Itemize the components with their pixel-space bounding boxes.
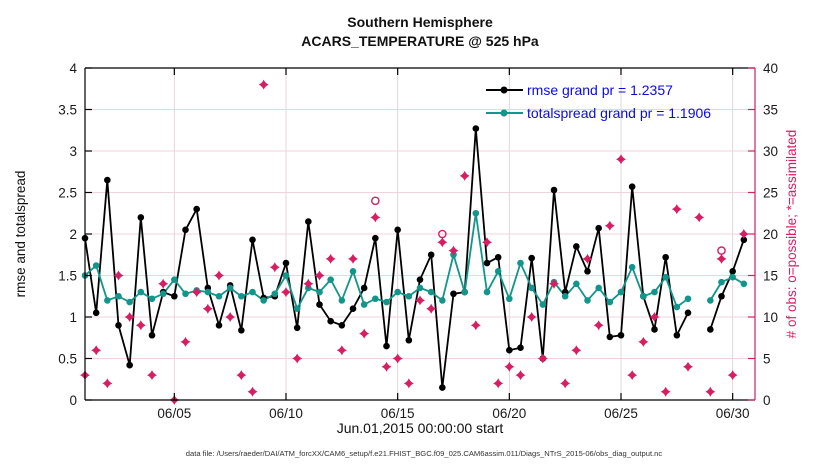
bottom-tick-label: 06/30 <box>715 406 750 421</box>
rmse-marker <box>138 214 145 221</box>
totalspread-marker <box>629 264 636 271</box>
totalspread-marker <box>394 289 401 296</box>
totalspread-marker <box>584 297 591 304</box>
totalspread-marker <box>104 297 111 304</box>
data-file-path: data file: /Users/raeder/DAI/ATM_forcXX/CAM6_setup/f.e21.FHIST_BGC.f09_025.CAM6assim.011/Diags_NTrS_2015-06/obs_diag_output.nc <box>185 449 663 458</box>
totalspread-marker <box>406 293 413 300</box>
totalspread-marker <box>249 289 256 296</box>
left-tick-label: 0.5 <box>58 351 77 367</box>
series-layer <box>80 80 749 405</box>
n-assimilated-marker <box>705 387 715 397</box>
rmse-marker <box>305 218 312 225</box>
rmse-marker <box>294 324 301 331</box>
n-assimilated-marker <box>471 320 481 330</box>
totalspread-marker <box>651 289 658 296</box>
totalspread-marker <box>484 289 491 296</box>
n-assimilated-marker <box>538 354 548 364</box>
left-tick-label: 0 <box>69 393 77 408</box>
rmse-marker <box>517 344 524 351</box>
totalspread-marker <box>741 281 748 288</box>
left-tick-label: 1.5 <box>58 268 77 284</box>
n-assimilated-marker <box>192 287 202 297</box>
n-assimilated-marker <box>594 320 604 330</box>
n-assimilated-marker <box>516 370 526 380</box>
chart-title: Southern Hemisphere <box>347 14 493 30</box>
totalspread-marker <box>361 301 368 308</box>
rmse-marker <box>651 326 658 333</box>
n-assimilated-marker <box>560 378 570 388</box>
rmse-marker <box>339 322 346 329</box>
n-assimilated-marker <box>683 362 693 372</box>
n-assimilated-marker <box>259 80 269 90</box>
right-tick-label: 35 <box>763 102 779 118</box>
bottom-tick-label: 06/10 <box>269 406 303 421</box>
rmse-marker <box>573 243 580 250</box>
legend-label-totalspread: totalspread grand pr = 1.1906 <box>527 105 712 121</box>
x-axis-label: Jun.01,2015 00:00:00 start <box>336 420 504 436</box>
totalspread-marker <box>729 274 736 281</box>
totalspread-marker <box>662 274 669 281</box>
n-assimilated-marker <box>482 237 492 247</box>
n-assimilated-marker <box>236 370 246 380</box>
n-assimilated-marker <box>627 370 637 380</box>
left-tick-label: 2.5 <box>58 185 77 201</box>
rmse-marker <box>551 187 558 194</box>
rmse-marker <box>629 183 636 190</box>
totalspread-marker <box>640 293 647 300</box>
left-tick-label: 2 <box>69 227 77 242</box>
totalspread-marker <box>227 285 234 292</box>
n-assimilated-marker <box>203 304 213 314</box>
right-tick-label: 30 <box>763 144 779 159</box>
totalspread-marker <box>272 290 279 297</box>
n-assimilated-marker <box>359 329 369 339</box>
totalspread-marker <box>439 297 446 304</box>
n-assimilated-marker <box>493 378 503 388</box>
rmse-marker <box>528 255 535 262</box>
rmse-marker <box>361 285 368 292</box>
bottom-tick-label: 06/20 <box>492 406 527 421</box>
right-tick-label: 15 <box>763 268 779 284</box>
totalspread-marker <box>562 293 569 300</box>
n-assimilated-marker <box>270 262 280 272</box>
totalspread-marker <box>461 289 468 296</box>
n-assimilated-marker <box>382 362 392 372</box>
rmse-marker <box>372 235 379 242</box>
rmse-marker <box>439 384 446 391</box>
rmse-marker <box>193 206 200 213</box>
totalspread-marker <box>372 295 379 302</box>
rmse-marker <box>674 332 681 339</box>
n-assimilated-marker <box>147 370 157 380</box>
totalspread-marker <box>674 304 681 311</box>
bottom-tick-label: 06/25 <box>604 406 638 421</box>
rmse-marker <box>506 347 513 354</box>
n-assimilated-marker <box>437 237 447 247</box>
rmse-marker <box>216 322 223 329</box>
totalspread-marker <box>126 299 133 306</box>
totalspread-marker <box>707 297 714 304</box>
left-tick-label: 3.5 <box>58 102 77 118</box>
totalspread-marker <box>473 210 480 217</box>
n-assimilated-marker <box>292 354 302 364</box>
left-tick-label: 4 <box>69 61 77 76</box>
bottom-tick-label: 06/05 <box>157 406 192 421</box>
rmse-marker <box>104 177 111 184</box>
totalspread-marker <box>528 285 535 292</box>
totalspread-marker <box>618 289 625 296</box>
rmse-marker <box>171 293 178 300</box>
y-axis-label-right: # of obs: o=possible; *=assimilated <box>784 129 799 339</box>
totalspread-marker <box>417 285 424 292</box>
totalspread-marker <box>316 289 323 296</box>
right-tick-label: 5 <box>763 351 771 367</box>
totalspread-marker <box>595 285 602 292</box>
totalspread-marker <box>283 272 290 279</box>
rmse-line <box>85 129 744 388</box>
n-assimilated-marker <box>303 279 313 289</box>
rmse-marker <box>406 337 413 344</box>
totalspread-marker <box>540 301 547 308</box>
n-assimilated-marker <box>326 254 336 264</box>
n-assimilated-marker <box>527 312 537 322</box>
n-assimilated-marker <box>393 354 403 364</box>
totalspread-marker <box>205 289 212 296</box>
n-assimilated-marker <box>102 378 112 388</box>
totalspread-marker <box>428 289 435 296</box>
rmse-marker <box>473 125 480 132</box>
left-tick-label: 3 <box>69 144 77 159</box>
right-tick-label: 40 <box>763 61 779 76</box>
rmse-marker <box>327 318 334 325</box>
totalspread-marker <box>506 295 513 302</box>
rmse-marker <box>283 260 290 267</box>
rmse-marker <box>685 310 692 317</box>
rmse-marker <box>484 260 491 267</box>
right-tick-label: 25 <box>763 185 779 201</box>
n-assimilated-marker <box>460 171 470 181</box>
totalspread-marker <box>607 299 614 306</box>
n-assimilated-marker <box>181 337 191 347</box>
left-tick-label: 1 <box>69 310 77 325</box>
n-assimilated-marker <box>638 337 648 347</box>
rmse-marker <box>428 251 435 258</box>
right-tick-label: 20 <box>763 227 779 242</box>
n-assimilated-marker <box>571 345 581 355</box>
rmse-marker <box>350 305 357 312</box>
rmse-marker <box>93 310 100 317</box>
legend-line-samples <box>486 87 523 117</box>
n-assimilated-marker <box>672 204 682 214</box>
rmse-marker <box>238 327 245 334</box>
chart-subtitle: ACARS_TEMPERATURE @ 525 hPa <box>301 33 539 49</box>
rmse-marker <box>126 362 133 369</box>
totalspread-marker <box>350 268 357 275</box>
legend-sample-marker <box>501 110 508 117</box>
n-assimilated-marker <box>605 221 615 231</box>
totalspread-marker <box>294 305 301 312</box>
totalspread-marker <box>327 276 334 283</box>
rmse-marker <box>729 268 736 275</box>
totalspread-marker <box>495 268 502 275</box>
totalspread-marker <box>260 297 267 304</box>
totalspread-marker <box>115 293 122 300</box>
totalspread-marker <box>573 281 580 288</box>
y-axis-label-left: rmse and totalspread <box>13 170 28 298</box>
rmse-marker <box>115 322 122 329</box>
rmse-marker <box>182 227 189 234</box>
n-assimilated-marker <box>449 246 459 256</box>
n-assimilated-marker <box>616 154 626 164</box>
rmse-marker <box>718 293 725 300</box>
n-assimilated-marker <box>504 362 514 372</box>
totalspread-marker <box>171 276 178 283</box>
n-assimilated-marker <box>91 345 101 355</box>
rmse-marker <box>618 332 625 339</box>
totalspread-marker <box>517 260 524 267</box>
rmse-marker <box>595 225 602 232</box>
n-assimilated-marker <box>136 320 146 330</box>
totalspread-marker <box>339 297 346 304</box>
n-assimilated-marker <box>661 387 671 397</box>
totalspread-marker <box>685 295 692 302</box>
n-assimilated-marker <box>337 345 347 355</box>
rmse-marker <box>383 343 390 350</box>
rmse-marker <box>707 326 714 333</box>
totalspread-marker <box>93 262 100 269</box>
totalspread-marker <box>138 289 145 296</box>
rmse-marker <box>662 254 669 261</box>
rmse-marker <box>607 334 614 341</box>
n-assimilated-marker <box>248 387 258 397</box>
n-possible-marker <box>718 247 725 254</box>
totalspread-marker <box>238 293 245 300</box>
rmse-marker <box>149 332 156 339</box>
bottom-tick-label: 06/15 <box>380 406 415 421</box>
n-assimilated-marker <box>214 271 224 281</box>
legend-sample-marker <box>501 87 508 94</box>
n-assimilated-marker <box>728 370 738 380</box>
n-assimilated-marker <box>158 279 168 289</box>
n-possible-marker <box>372 197 379 204</box>
legend-label-rmse: rmse grand pr = 1.2357 <box>527 82 673 98</box>
n-assimilated-marker <box>404 378 414 388</box>
rmse-marker <box>450 290 457 297</box>
n-assimilated-marker <box>694 212 704 222</box>
totalspread-marker <box>216 293 223 300</box>
rmse-marker <box>249 237 256 244</box>
n-assimilated-marker <box>348 254 358 264</box>
totalspread-marker <box>182 290 189 297</box>
rmse-marker <box>394 227 401 234</box>
totalspread-marker <box>149 295 156 302</box>
rmse-marker <box>316 301 323 308</box>
right-tick-label: 0 <box>763 393 771 408</box>
totalspread-marker <box>383 299 390 306</box>
rmse-marker <box>417 276 424 283</box>
rmse-marker <box>495 254 502 261</box>
n-assimilated-marker <box>717 254 727 264</box>
n-assimilated-marker <box>739 229 749 239</box>
totalspread-marker <box>718 279 725 286</box>
rmse-marker <box>584 268 591 275</box>
totalspread-marker <box>160 290 167 297</box>
n-assimilated-marker <box>370 212 380 222</box>
right-tick-label: 10 <box>763 310 779 325</box>
n-assimilated-marker <box>225 312 235 322</box>
